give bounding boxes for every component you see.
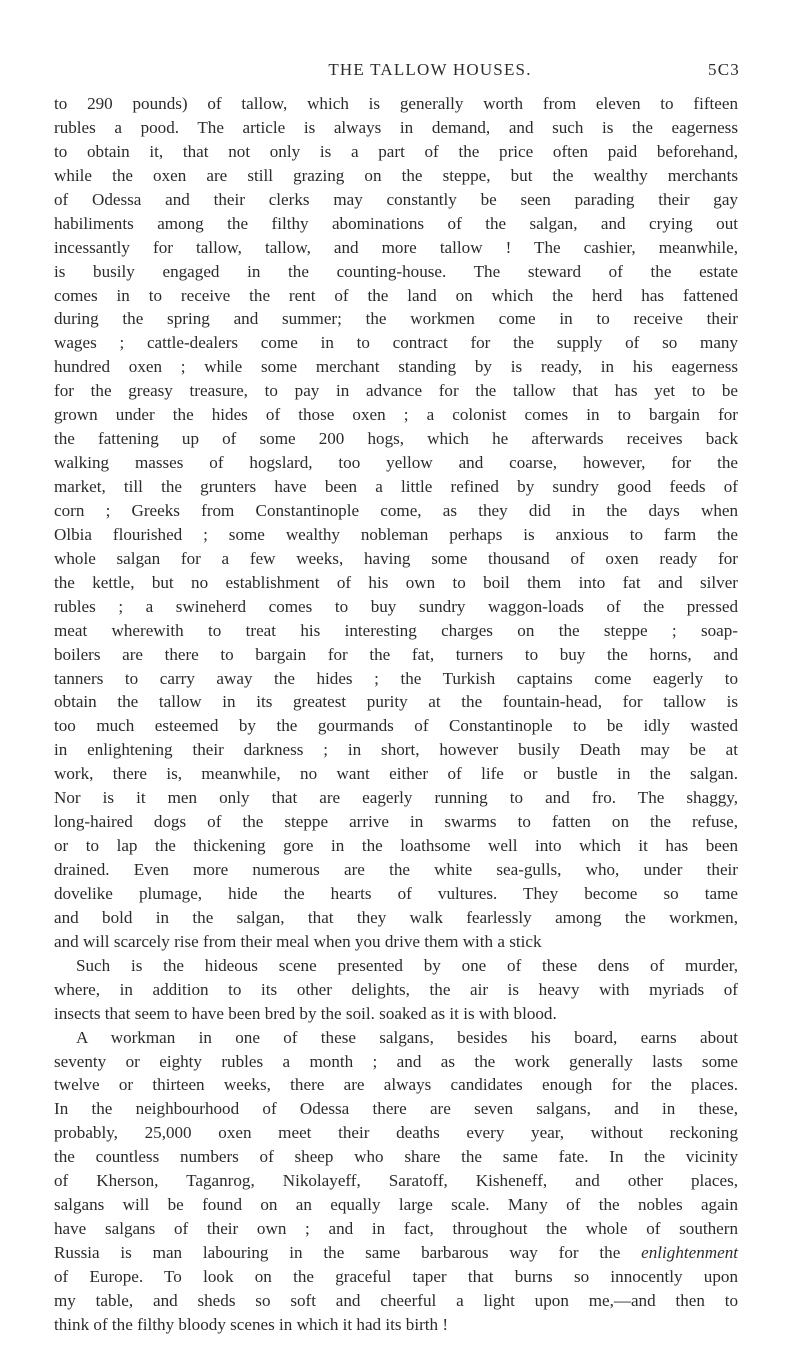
text-line: where, in addition to its other delights, the air is heavy with myriads of <box>54 979 738 999</box>
text-line: wages ; cattle-dealers come in to contract for the supply of so many <box>54 333 738 353</box>
text-line: incessantly for tallow, tallow, and more tallow ! The cashier, meanwhile, <box>54 237 738 257</box>
text-line: is busily engaged in the counting-house. The steward of the estate <box>54 261 738 281</box>
body-text <box>54 92 738 1337</box>
text-line: of Odessa and their clerks may constantly be seen parading their gay <box>54 189 738 209</box>
text-line: seventy or eighty rubles a month ; and as the work generally lasts some <box>54 1051 738 1071</box>
text-line: to 290 pounds) of tallow, which is generally worth from eleven to fifteen <box>54 94 738 113</box>
text-line: long-haired dogs of the steppe arrive in swarms to fatten on the refuse, <box>54 812 738 832</box>
text-line: have salgans of their own ; and in fact, throughout the whole of southern <box>54 1219 738 1239</box>
text-line: the fattening up of some 200 hogs, which he afterwards receives back <box>54 429 738 449</box>
text-line: twelve or thirteen weeks, there are always candidates enough for the places. <box>54 1075 738 1095</box>
text-line: Olbia flourished ; some wealthy nobleman perhaps is anxious to farm the <box>54 524 738 544</box>
text-line: whole salgan for a few weeks, having some thousand of oxen ready for <box>54 548 738 568</box>
running-title: THE TALLOW HOUSES. <box>328 60 532 79</box>
text-line: too much esteemed by the gourmands of Constantinople to be idly wasted <box>54 716 738 736</box>
text-line: market, till the grunters have been a little refined by sundry good feeds of <box>54 477 738 496</box>
text-line: corn ; Greeks from Constantinople come, as they did in the days when <box>54 500 738 520</box>
text-line: while the oxen are still grazing on the steppe, but the wealthy merchants <box>54 165 738 185</box>
text-line: my table, and sheds so soft and cheerful a light upon me,—and then to <box>54 1290 738 1310</box>
text-line: walking masses of hogslard, too yellow and coarse, however, for the <box>54 453 738 473</box>
text-line: dovelike plumage, hide the hearts of vultures. They become so tame <box>54 883 738 903</box>
text-line: In the neighbourhood of Odessa there are seven salgans, and in these, <box>54 1099 738 1119</box>
text-line: tanners to carry away the hides ; the Turkish captains come eagerly to <box>54 668 738 688</box>
running-head <box>120 60 740 86</box>
text-line: comes in to receive the rent of the land on which the herd has fattened <box>54 285 738 305</box>
text-line-with-italic <box>54 1241 738 1265</box>
text-line: salgans will be found on an equally large scale. Many of the nobles again <box>54 1195 738 1215</box>
text-line: probably, 25,000 oxen meet their deaths every year, without reckoning <box>54 1123 738 1143</box>
text-line: drained. Even more numerous are the white sea-gulls, who, under their <box>54 860 738 879</box>
text-line: of Europe. To look on the graceful taper that burns so innocently upon <box>54 1266 738 1286</box>
text-line: obtain the tallow in its greatest purity at the fountain-head, for tallow is <box>54 692 738 712</box>
text-line: during the spring and summer; the workmen come in to receive their <box>54 309 738 329</box>
text-line: Nor is it men only that are eagerly running to and fro. The shaggy, <box>54 788 738 808</box>
text-line: rubles a pood. The article is always in demand, and such is the eagerness <box>54 117 738 137</box>
text-line: of Kherson, Taganrog, Nikolayeff, Saratoff, Kisheneff, and other places, <box>54 1171 738 1191</box>
text-line: think of the filthy bloody scenes in which it had its birth ! <box>54 1314 449 1334</box>
italic-word: enlightenment <box>641 1243 738 1262</box>
text-line: the countless numbers of sheep who share the same fate. In the vicinity <box>54 1147 738 1167</box>
text-line: the kettle, but no establishment of his own to boil them into fat and silver <box>54 572 738 592</box>
text-line: hundred oxen ; while some merchant standing by is ready, in his eagerness <box>54 357 738 377</box>
text-line: or to lap the thickening gore in the loathsome well into which it has been <box>54 836 738 856</box>
text-line: in enlightening their darkness ; in short, however busily Death may be at <box>54 740 738 760</box>
text-line: boilers are there to bargain for the fat, turners to buy the horns, and <box>54 644 738 664</box>
text-line: insects that seem to have been bred by the soil. soaked as it is with blood. <box>54 1003 557 1023</box>
text-segment: Russia is man labouring in the same barbarous way for the <box>54 1243 642 1262</box>
page-number: 5C3 <box>708 60 740 79</box>
text-line: habiliments among the filthy abominations of the salgan, and crying out <box>54 213 738 233</box>
text-line: for the greasy treasure, to pay in advance for the tallow that has yet to be <box>54 381 738 401</box>
text-line: and will scarcely rise from their meal when you drive them with a stick <box>54 931 542 951</box>
text-line: rubles ; a swineherd comes to buy sundry waggon-loads of the pressed <box>54 596 738 616</box>
text-line: and bold in the salgan, that they walk fearlessly among the workmen, <box>54 907 738 927</box>
text-line: work, there is, meanwhile, no want either of life or bustle in the salgan. <box>54 764 738 784</box>
text-line: A workman in one of these salgans, besides his board, earns about <box>76 1027 738 1047</box>
text-line: to obtain it, that not only is a part of the price often paid beforehand, <box>54 141 738 161</box>
text-line: Such is the hideous scene presented by one of these dens of murder, <box>76 955 738 975</box>
text-line: meat wherewith to treat his interesting charges on the steppe ; soap- <box>54 620 738 640</box>
text-line: grown under the hides of those oxen ; a colonist comes in to bargain for <box>54 405 738 425</box>
